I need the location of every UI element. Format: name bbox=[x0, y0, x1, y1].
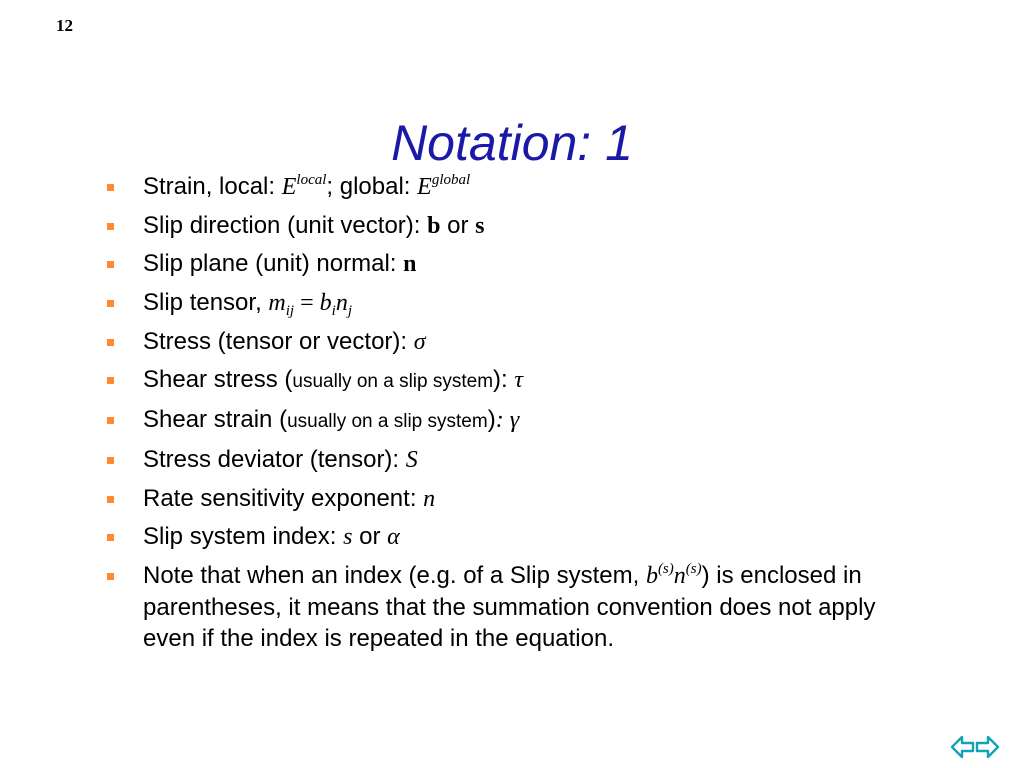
symbol-s-deviator: S bbox=[405, 446, 418, 473]
bullet-text: ) bbox=[487, 406, 496, 434]
bullet-marker bbox=[107, 573, 114, 580]
bullet-stress-deviator bbox=[107, 444, 927, 476]
equals-sign: = bbox=[294, 290, 320, 317]
bullet-slip-system-index bbox=[107, 521, 927, 553]
symbol-s-index: s bbox=[343, 524, 353, 551]
subscript-i: i bbox=[331, 303, 336, 320]
superscript-global: global bbox=[431, 172, 471, 188]
bullet-text: Slip plane (unit) normal: bbox=[143, 250, 404, 278]
slide-title: Notation: 1 bbox=[391, 114, 633, 171]
superscript-s: (s) bbox=[657, 560, 674, 577]
bullet-marker bbox=[107, 300, 114, 307]
bullet-marker bbox=[107, 457, 114, 464]
bullet-text: Shear stress ( bbox=[143, 366, 293, 394]
bullet-strain bbox=[107, 171, 927, 203]
bullet-text: Stress deviator (tensor): bbox=[143, 445, 406, 473]
slide-navigation bbox=[950, 733, 1000, 761]
italic-colon: : bbox=[495, 407, 510, 434]
bullet-marker bbox=[107, 496, 114, 503]
bullet-slip-plane bbox=[107, 248, 927, 280]
symbol-e-global: E bbox=[417, 174, 432, 200]
symbol-b: b bbox=[645, 562, 658, 589]
symbol-m: m bbox=[268, 290, 286, 317]
arrow-left-icon[interactable] bbox=[950, 733, 975, 761]
superscript-local: local bbox=[296, 172, 327, 188]
bullet-text: Stress (tensor or vector): bbox=[143, 327, 414, 355]
symbol-s: s bbox=[475, 212, 485, 239]
bullet-marker bbox=[107, 184, 114, 191]
subscript-ij: ij bbox=[285, 303, 295, 320]
bullet-slip-direction bbox=[107, 210, 927, 242]
bullet-text: or bbox=[440, 211, 476, 239]
arrow-right-icon[interactable] bbox=[975, 733, 1000, 761]
symbol-n: n bbox=[403, 251, 417, 278]
bullet-stress bbox=[107, 326, 927, 358]
bullet-shear-stress bbox=[107, 364, 927, 397]
bullet-marker bbox=[107, 377, 114, 384]
bullet-marker bbox=[107, 261, 114, 268]
bullet-text: ) is enclosed in parentheses, it means that the summation convention does not apply even if the index is repeated in the equation. bbox=[143, 561, 876, 652]
symbol-gamma: γ bbox=[509, 407, 520, 434]
bullet-marker bbox=[107, 534, 114, 541]
symbol-n: n bbox=[335, 290, 348, 317]
bullet-marker bbox=[107, 339, 114, 346]
notation-list bbox=[107, 171, 927, 661]
symbol-b: b bbox=[427, 212, 441, 239]
page-number: 12 bbox=[56, 16, 73, 35]
symbol-sigma: σ bbox=[413, 328, 426, 355]
symbol-e-local: E bbox=[281, 174, 297, 200]
bullet-marker bbox=[107, 223, 114, 230]
bullet-rate-sensitivity bbox=[107, 483, 927, 515]
bullet-text: ; global: bbox=[326, 173, 418, 200]
bullet-text: Slip direction (unit vector): bbox=[143, 211, 428, 239]
bullet-text: Note that when an index (e.g. of a Slip system, bbox=[143, 561, 646, 589]
symbol-alpha: α bbox=[387, 524, 400, 551]
bullet-text: Shear strain ( bbox=[143, 406, 288, 434]
subscript-j: j bbox=[347, 303, 352, 320]
bullet-shear-strain bbox=[107, 404, 927, 437]
symbol-n-exponent: n bbox=[423, 485, 436, 512]
bullet-text: Strain, local: bbox=[143, 173, 282, 200]
bullet-slip-tensor bbox=[107, 287, 927, 319]
bullet-text: Slip tensor, bbox=[143, 289, 269, 317]
bullet-text: or bbox=[352, 523, 388, 551]
bullet-text: Rate sensitivity exponent: bbox=[143, 484, 424, 512]
bullet-note: usually on a slip system bbox=[292, 371, 494, 393]
symbol-n: n bbox=[673, 562, 686, 589]
bullet-text: Slip system index: bbox=[143, 523, 344, 551]
bullet-summation-note bbox=[107, 560, 927, 654]
bullet-text: ): bbox=[493, 366, 515, 394]
superscript-s: (s) bbox=[685, 560, 702, 577]
symbol-tau: τ bbox=[514, 367, 523, 394]
bullet-marker bbox=[107, 417, 114, 424]
bullet-note: usually on a slip system bbox=[287, 411, 488, 433]
symbol-b: b bbox=[319, 290, 332, 317]
